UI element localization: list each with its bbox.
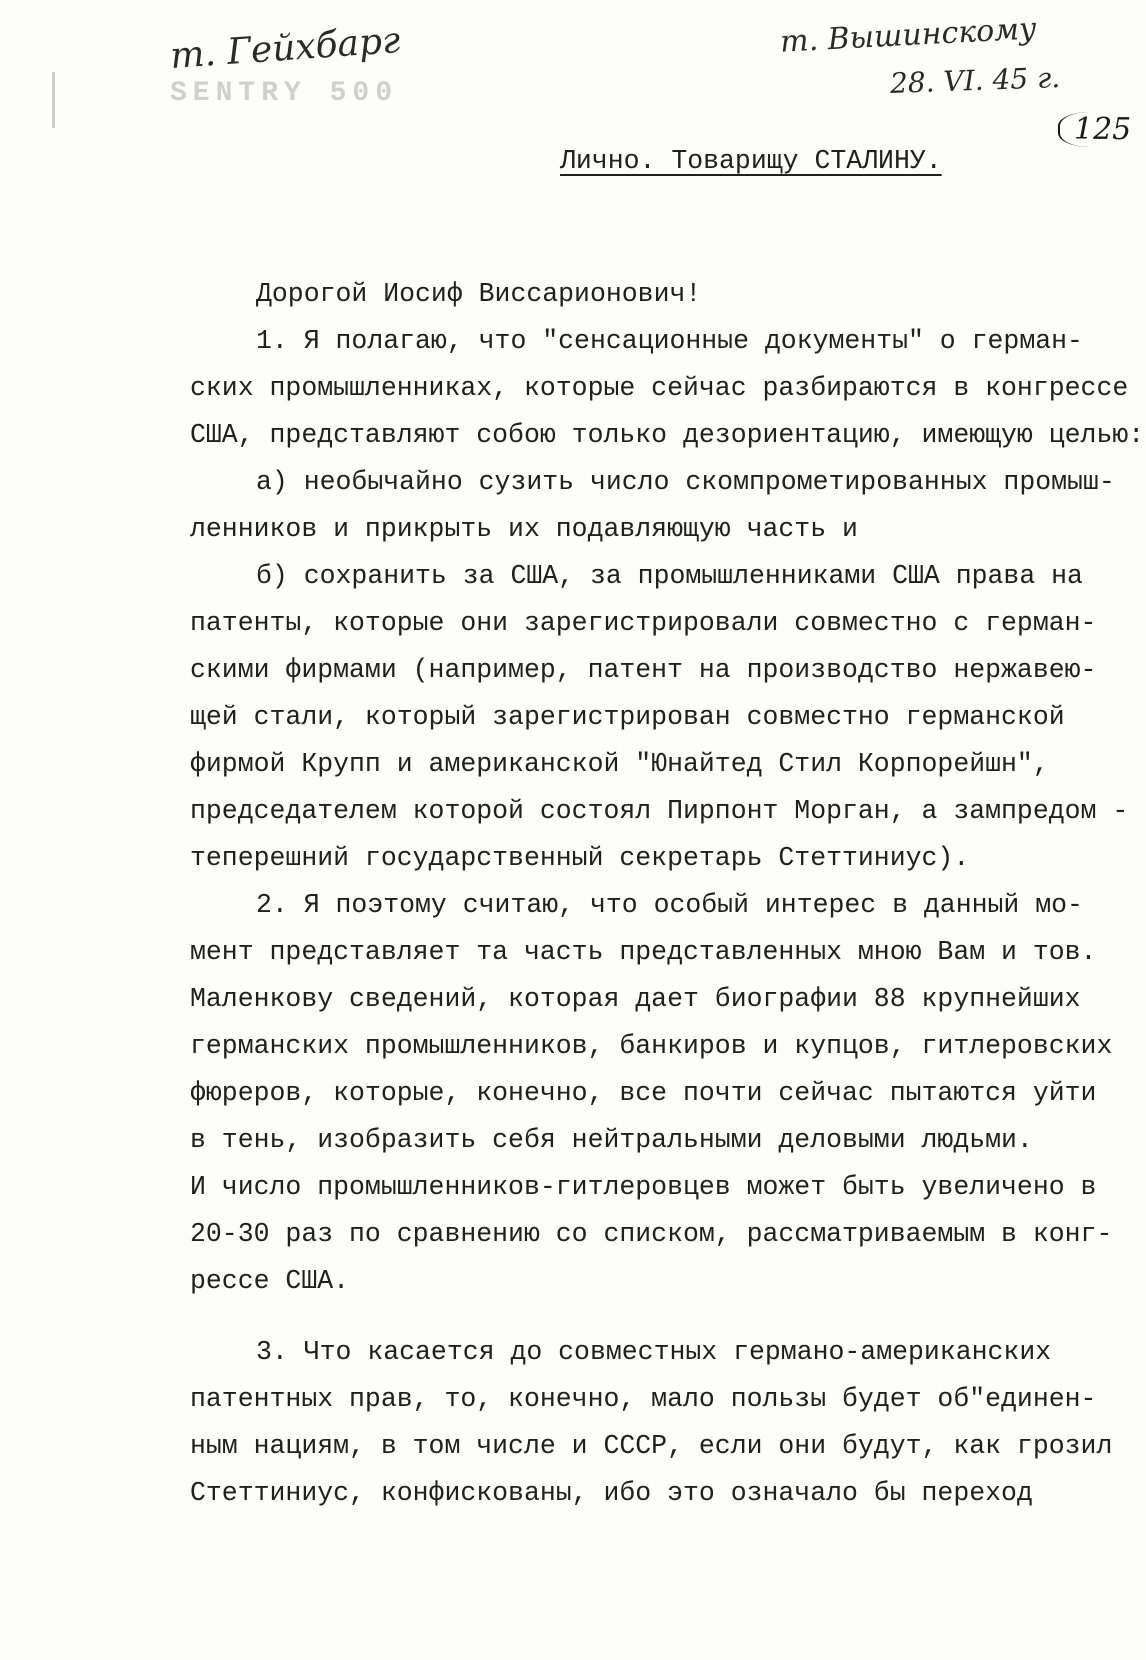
text-line: 1. Я полагаю, что "сенсационные документы" о герман- bbox=[256, 326, 1083, 356]
letter-heading: Лично. Товарищу СТАЛИНУ. bbox=[560, 146, 942, 176]
text-line: патенты, которые они зарегистрировали совместно с герман- bbox=[190, 608, 1097, 638]
margin-mark bbox=[52, 72, 55, 128]
text-line: ленников и прикрыть их подавляющую часть и bbox=[190, 514, 858, 544]
faded-stamp: SENTRY 500 bbox=[170, 78, 399, 109]
text-line: германских промышленников, банкиров и купцов, гитлеровских bbox=[190, 1031, 1113, 1061]
text-line: Стеттиниус, конфискованы, ибо это означало бы переход bbox=[190, 1478, 1033, 1508]
text-line: скими фирмами (например, патент на производство нержавею- bbox=[190, 655, 1097, 685]
text-line: ских промышленниках, которые сейчас разбираются в конгрессе bbox=[190, 373, 1129, 403]
text-line: теперешний государственный секретарь Стеттиниус). bbox=[190, 843, 970, 873]
text-line: а) необычайно сузить число скомпрометированных промыш- bbox=[256, 467, 1115, 497]
text-line: щей стали, который зарегистрирован совместно германской bbox=[190, 702, 1065, 732]
text-line: 3. Что касается до совместных германо-американских bbox=[256, 1337, 1052, 1367]
salutation: Дорогой Иосиф Виссарионович! bbox=[256, 279, 702, 309]
handwritten-addressee-right: т. Вышинскому bbox=[779, 11, 1038, 60]
text-line: патентных прав, то, конечно, мало пользы будет об"единен- bbox=[190, 1384, 1097, 1414]
text-line: рессе США. bbox=[190, 1266, 350, 1296]
text-line: фюреров, которые, конечно, все почти сейчас пытаются уйти bbox=[190, 1078, 1097, 1108]
text-line: ным нациям, в том числе и СССР, если они будут, как грозил bbox=[190, 1431, 1113, 1461]
paragraph-gap bbox=[190, 1305, 1090, 1329]
handwritten-addressee-left: т. Гейхбарг bbox=[168, 20, 402, 77]
text-line: в тень, изобразить себя нейтральными деловыми людьми. bbox=[190, 1125, 1033, 1155]
text-line: 2. Я поэтому считаю, что особый интерес в данный мо- bbox=[256, 890, 1083, 920]
text-line: мент представляет та часть представленных мною Вам и тов. bbox=[190, 937, 1097, 967]
text-line: Маленкову сведений, которая дает биографии 88 крупнейших bbox=[190, 984, 1081, 1014]
text-line: И число промышленников-гитлеровцев может быть увеличено в bbox=[190, 1172, 1097, 1202]
text-line: 20-30 раз по сравнению со списком, рассматриваемым в конг- bbox=[190, 1219, 1113, 1249]
handwritten-date: 28. VI. 45 г. bbox=[889, 61, 1061, 100]
text-line: б) сохранить за США, за промышленниками США права на bbox=[256, 561, 1083, 591]
text-line: председателем которой состоял Пирпонт Морган, а зампредом - bbox=[190, 796, 1129, 826]
letter-body bbox=[190, 138, 1145, 1517]
text-line: США, представляют собою только дезориентацию, имеющую целью: bbox=[190, 420, 1145, 450]
archive-page-number: 125 bbox=[1058, 112, 1135, 147]
text-line: фирмой Крупп и американской "Юнайтед Стил Корпорейшн", bbox=[190, 749, 1049, 779]
